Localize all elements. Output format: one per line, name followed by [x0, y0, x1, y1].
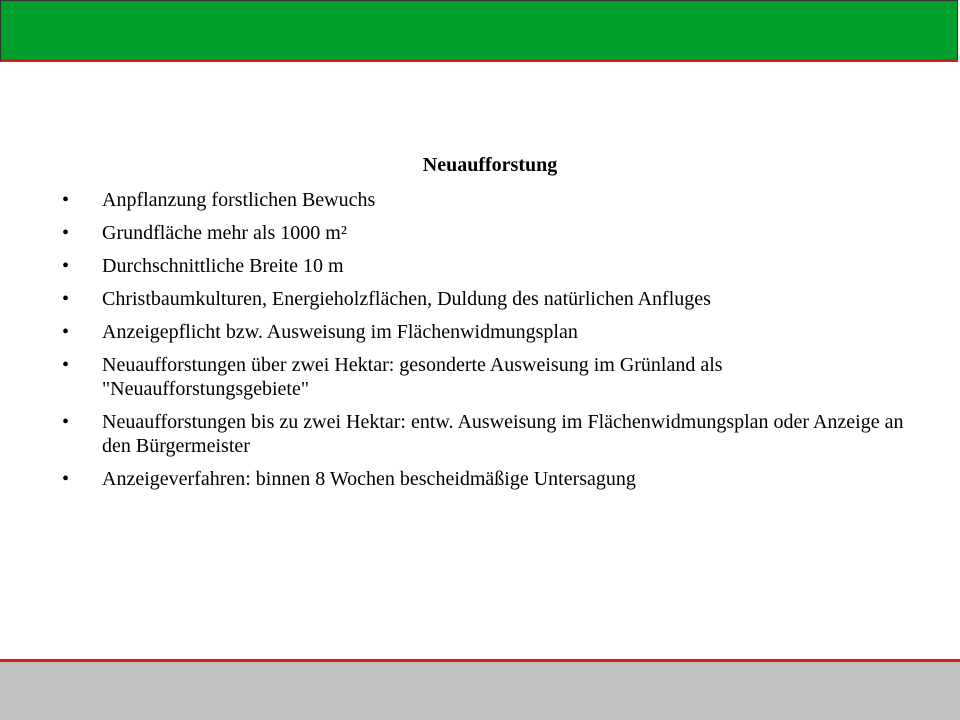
list-item: [62, 467, 922, 491]
bullet-icon: •: [62, 468, 70, 490]
list-item: [62, 410, 922, 458]
bullet-text: Neuaufforstungen bis zu zwei Hektar: entw. Ausweisung im Flächenwidmungsplan oder Anzeige an den Bürgermeister: [102, 411, 904, 457]
slide-title: Neuaufforstung: [422, 154, 558, 176]
bullet-text: Anzeigeverfahren: binnen 8 Wochen bescheidmäßige Untersagung: [102, 468, 636, 490]
bullet-icon: •: [62, 354, 70, 376]
bullet-list: [62, 188, 922, 500]
list-item: [62, 287, 922, 311]
bullet-text: Anpflanzung forstlichen Bewuchs: [102, 189, 376, 211]
footer-bar: [0, 659, 960, 720]
bullet-icon: •: [62, 189, 70, 211]
header-bar: [0, 0, 958, 62]
bullet-text: Grundfläche mehr als 1000 m²: [102, 222, 347, 244]
bullet-text: Durchschnittliche Breite 10 m: [102, 255, 344, 277]
list-item: [62, 353, 922, 401]
bullet-icon: •: [62, 411, 70, 433]
list-item: [62, 188, 922, 212]
bullet-icon: •: [62, 288, 70, 310]
bullet-text: Christbaumkulturen, Energieholzflächen, Duldung des natürlichen Anfluges: [102, 288, 711, 310]
list-item: [62, 320, 922, 344]
bullet-text: Neuaufforstungen über zwei Hektar: gesonderte Ausweisung im Grünland als "Neuaufforstungsgebiete": [102, 354, 723, 400]
bullet-icon: •: [62, 222, 70, 244]
list-item: [62, 254, 922, 278]
bullet-icon: •: [62, 321, 70, 343]
bullet-text: Anzeigepflicht bzw. Ausweisung im Flächenwidmungsplan: [102, 321, 578, 343]
list-item: [62, 221, 922, 245]
bullet-icon: •: [62, 255, 70, 277]
